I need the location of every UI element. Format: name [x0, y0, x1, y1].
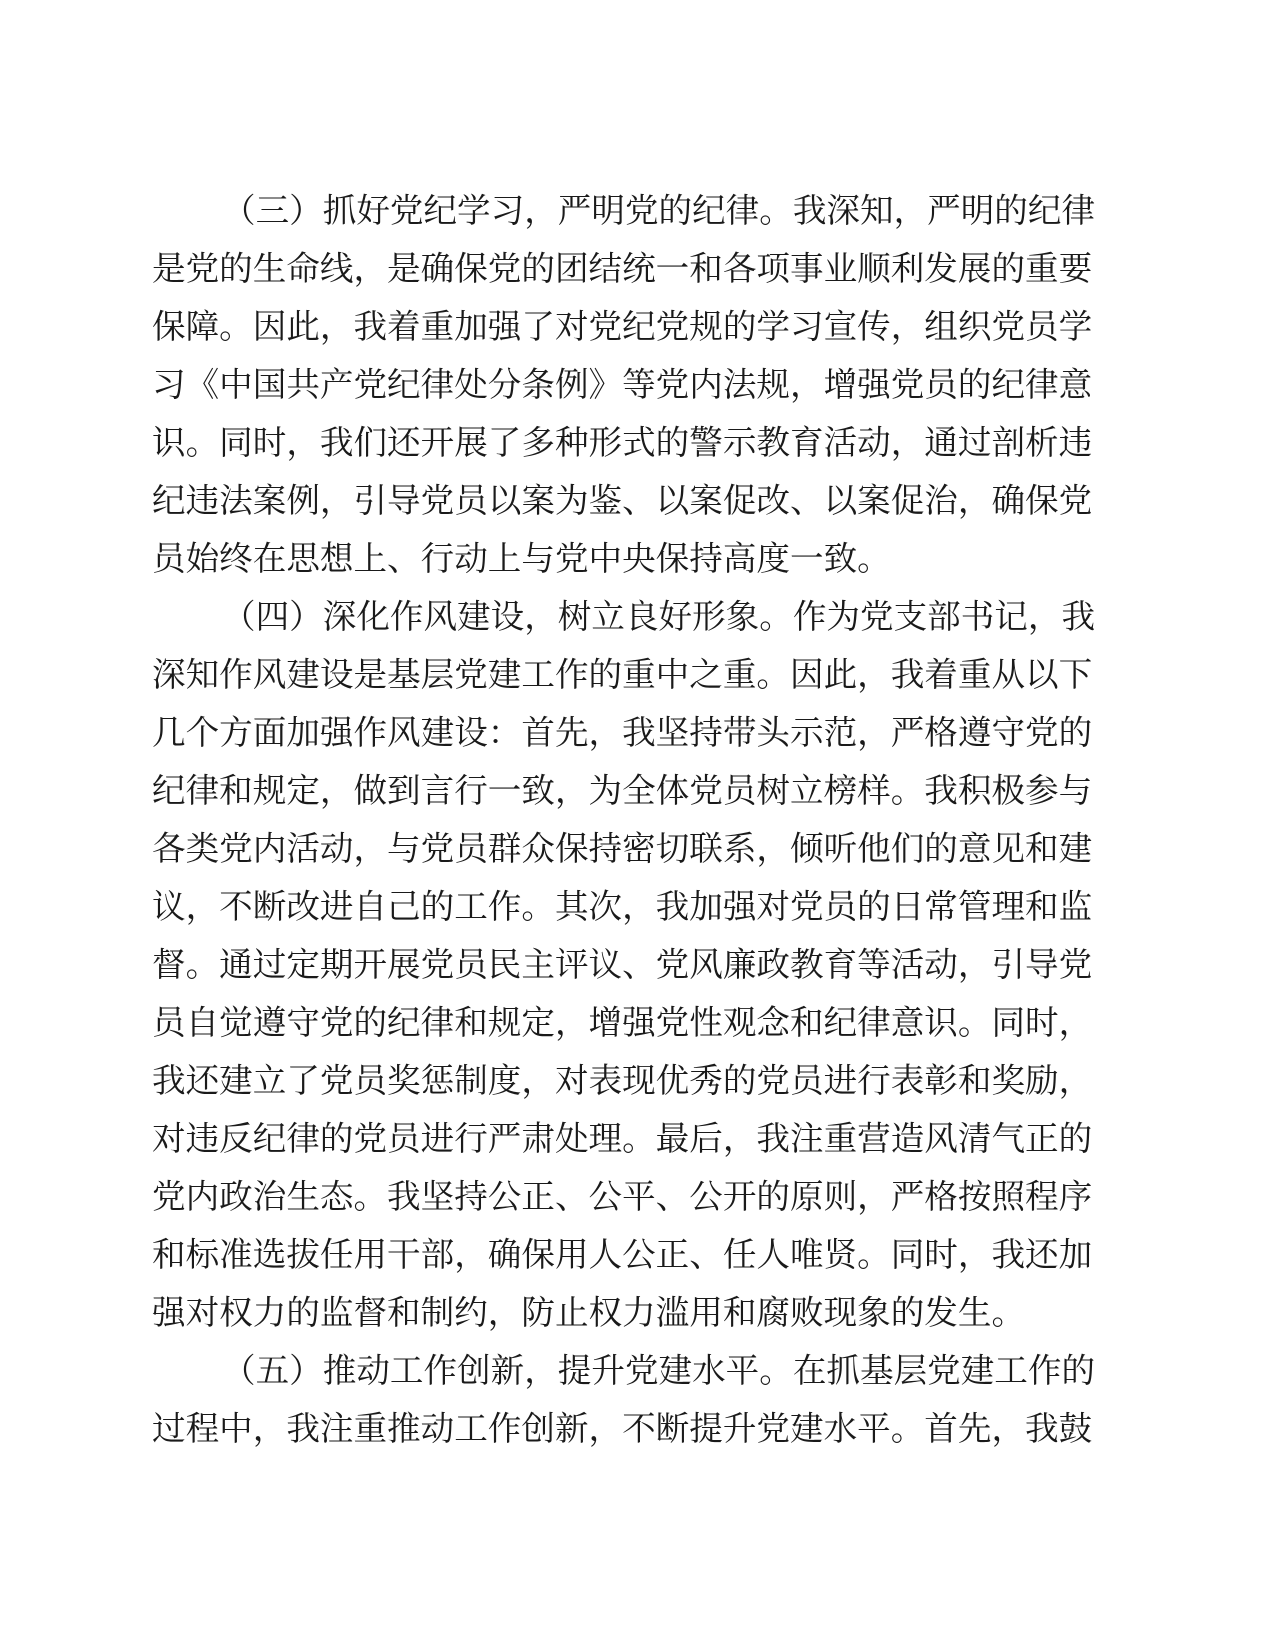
paragraph-five-line-1: （五）推动工作创新，提升党建水平。在抓基层党建工作的 — [222, 1351, 1096, 1390]
paragraph-three-line-6: 纪违法案例，引导党员以案为鉴、以案促改、以案促治，确保党 — [152, 481, 1093, 520]
paragraph-three-line-7: 员始终在思想上、行动上与党中央保持高度一致。 — [152, 539, 891, 578]
paragraph-four-line-13: 强对权力的监督和制约，防止权力滥用和腐败现象的发生。 — [152, 1293, 1026, 1332]
paragraph-four-line-1: （四）深化作风建设，树立良好形象。作为党支部书记，我 — [222, 597, 1096, 636]
paragraph-four-line-11: 党内政治生态。我坚持公正、公平、公开的原则，严格按照程序 — [152, 1177, 1093, 1216]
paragraph-four-line-6: 议，不断改进自己的工作。其次，我加强对党员的日常管理和监 — [152, 887, 1093, 926]
paragraph-four-line-7: 督。通过定期开展党员民主评议、党风廉政教育等活动，引导党 — [152, 945, 1093, 984]
paragraph-three-line-4: 习《中国共产党纪律处分条例》等党内法规，增强党员的纪律意 — [152, 365, 1093, 404]
paragraph-four-line-10: 对违反纪律的党员进行严肃处理。最后，我注重营造风清气正的 — [152, 1119, 1093, 1158]
paragraph-four-line-2: 深知作风建设是基层党建工作的重中之重。因此，我着重从以下 — [152, 655, 1093, 694]
paragraph-four-line-5: 各类党内活动，与党员群众保持密切联系，倾听他们的意见和建 — [152, 829, 1093, 868]
paragraph-three-line-5: 识。同时，我们还开展了多种形式的警示教育活动，通过剖析违 — [152, 423, 1093, 462]
paragraph-four-line-12: 和标准选拔任用干部，确保用人公正、任人唯贤。同时，我还加 — [152, 1235, 1093, 1274]
paragraph-three-line-2: 是党的生命线，是确保党的团结统一和各项事业顺利发展的重要 — [152, 249, 1093, 288]
paragraph-three-line-3: 保障。因此，我着重加强了对党纪党规的学习宣传，组织党员学 — [152, 307, 1093, 346]
paragraph-four-line-4: 纪律和规定，做到言行一致，为全体党员树立榜样。我积极参与 — [152, 771, 1093, 810]
paragraph-four-line-8: 员自觉遵守党的纪律和规定，增强党性观念和纪律意识。同时， — [152, 1003, 1093, 1042]
paragraph-three-line-1: （三）抓好党纪学习，严明党的纪律。我深知，严明的纪律 — [222, 191, 1096, 230]
paragraph-four-line-9: 我还建立了党员奖惩制度，对表现优秀的党员进行表彰和奖励， — [152, 1061, 1093, 1100]
paragraph-five-line-2: 过程中，我注重推动工作创新，不断提升党建水平。首先，我鼓 — [152, 1409, 1093, 1448]
paragraph-four-line-3: 几个方面加强作风建设：首先，我坚持带头示范，严格遵守党的 — [152, 713, 1093, 752]
